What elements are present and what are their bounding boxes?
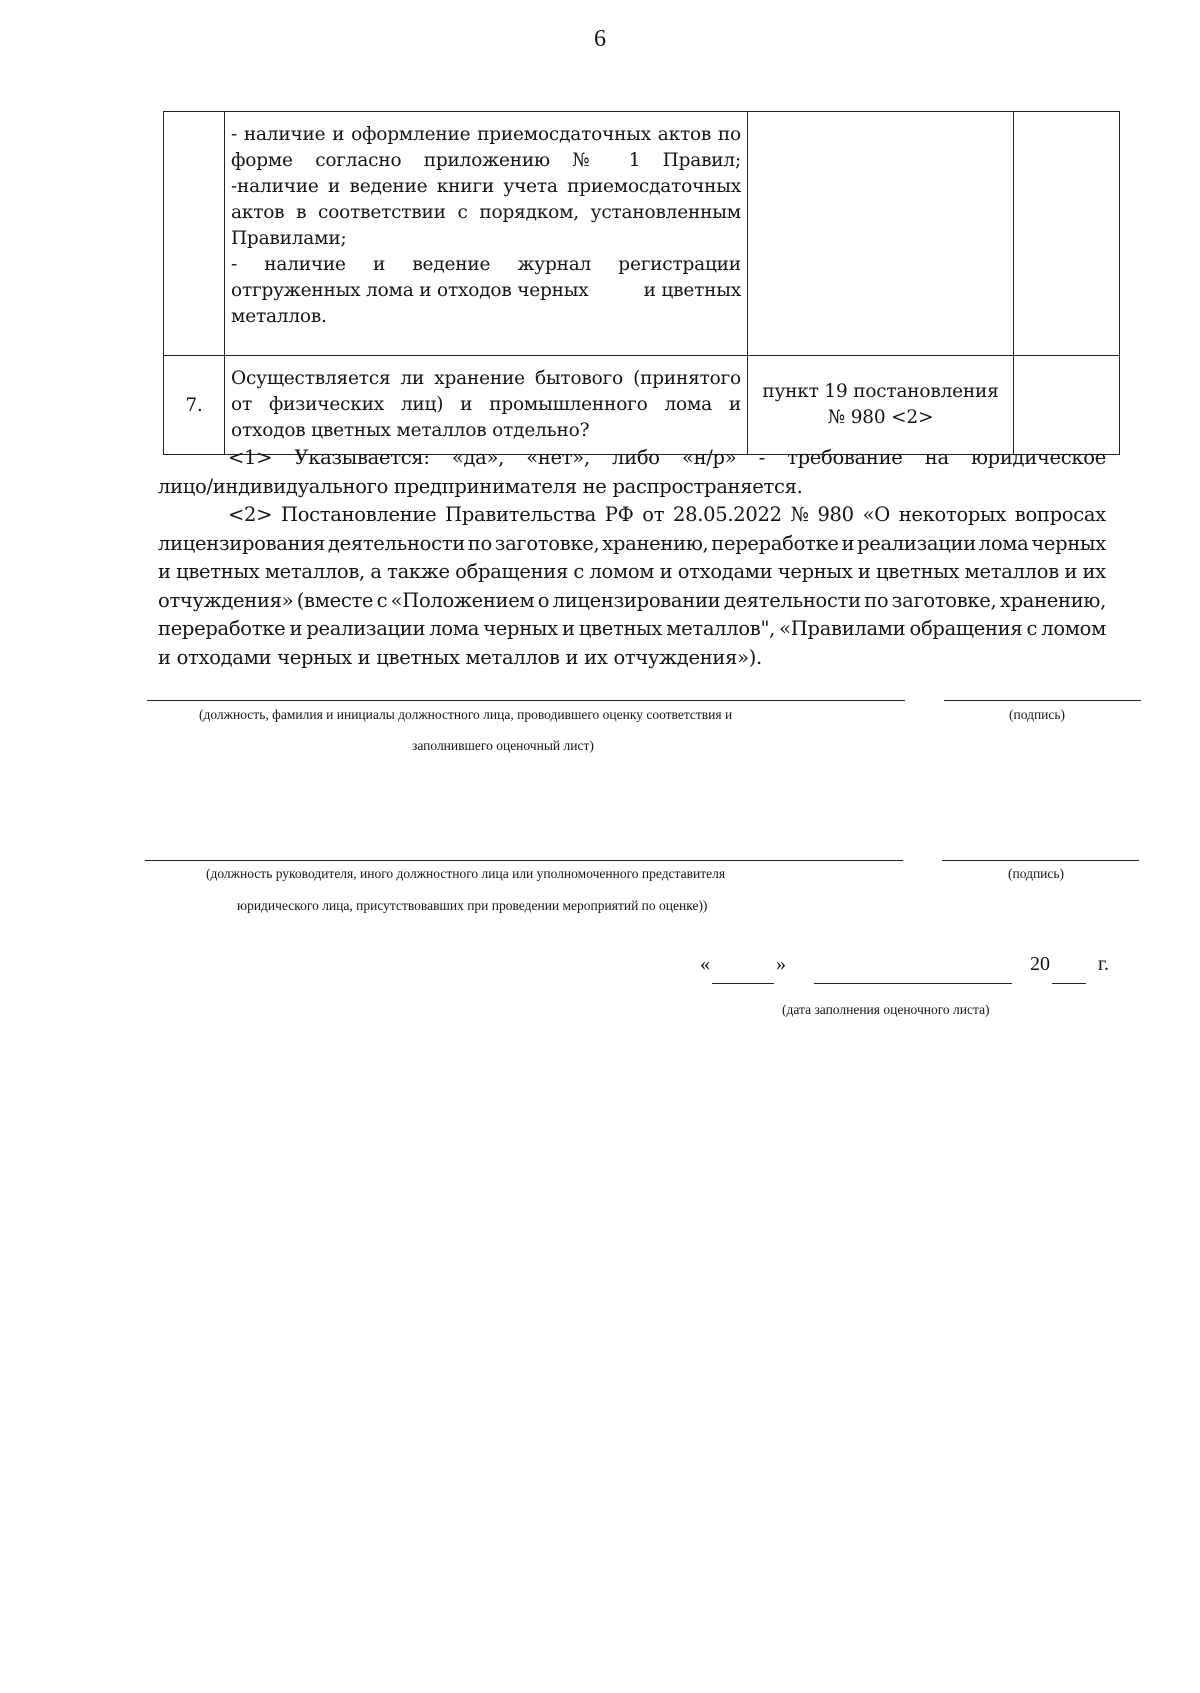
question-cell — [225, 356, 748, 455]
word: цветных — [875, 560, 960, 583]
word: и — [857, 560, 871, 583]
year-prefix: 20 — [1030, 953, 1050, 975]
footnote-2 — [158, 501, 1106, 672]
signature-line — [942, 860, 1139, 861]
word: Правилами; — [231, 228, 347, 249]
word: и — [373, 254, 386, 275]
word: и — [460, 394, 473, 415]
word: а — [370, 560, 382, 583]
word: лома — [664, 394, 712, 415]
question-line — [231, 418, 741, 444]
word: <1> — [228, 446, 273, 469]
word: лиц) — [400, 394, 444, 415]
word: лома — [429, 617, 480, 640]
word: хранению, — [999, 588, 1106, 612]
word: (вместе — [296, 588, 374, 612]
word: - — [231, 254, 238, 275]
question-text — [231, 122, 741, 330]
word: и — [728, 394, 741, 415]
word: 28.05.2022 — [673, 503, 782, 526]
word: и — [561, 617, 575, 640]
question-line — [231, 174, 741, 200]
word: юридическое — [971, 446, 1106, 469]
word: некоторых — [898, 503, 1006, 526]
word: установленным — [590, 202, 741, 223]
question-text — [231, 366, 741, 444]
question-line — [231, 122, 741, 148]
word: лома — [978, 531, 1029, 555]
word: заготовке, — [494, 531, 600, 555]
word: отгруженных лома и отходов черных — [231, 280, 589, 301]
word: Осуществляется ли хранение бытового (принятого — [231, 368, 741, 389]
word: «нет», — [526, 446, 590, 469]
word: обращения — [909, 617, 1023, 640]
word: по — [467, 531, 492, 555]
word: черных — [777, 560, 853, 583]
day-line — [712, 983, 774, 984]
date-caption: (дата заполнения оценочного листа) — [782, 1002, 990, 1017]
word: <2> — [228, 503, 273, 526]
word: - — [758, 446, 765, 469]
question-line — [231, 226, 741, 252]
word: заготовке, — [891, 588, 997, 612]
signature-caption: (подпись) — [1008, 866, 1065, 881]
norm-reference-line: № 980 <2> — [827, 407, 934, 428]
word: Указывается: — [294, 446, 430, 469]
word: и — [158, 560, 171, 583]
word: 980 — [817, 503, 854, 526]
representative-caption: юридического лица, присутствовавших при проведении мероприятий по оценке)) — [237, 898, 708, 913]
question-line — [231, 366, 741, 392]
official-signature-line — [147, 700, 905, 701]
word: и — [1064, 560, 1078, 583]
answer-cell — [1014, 112, 1120, 356]
footnote-1-line — [158, 444, 1106, 473]
word: переработке — [711, 531, 839, 555]
question-cell — [225, 112, 748, 356]
word: от — [642, 503, 665, 526]
word: деятельности — [723, 588, 861, 612]
footnote-2-line — [158, 615, 1106, 644]
word: реализации — [306, 617, 426, 640]
word: деятельности — [327, 531, 465, 555]
word: Правительства — [445, 503, 596, 526]
representative-signature-line — [145, 860, 903, 861]
word: соответствии — [318, 202, 446, 223]
word: на — [924, 446, 949, 469]
footnote-1 — [158, 444, 1106, 501]
assessment-table — [163, 111, 1120, 455]
word: и — [659, 560, 673, 583]
question-line — [231, 392, 741, 418]
word: физических — [268, 394, 384, 415]
row-number-cell — [164, 112, 225, 356]
footnote-2-line — [158, 558, 1106, 587]
word: «О — [862, 503, 890, 526]
date-close-quote: » — [776, 953, 786, 975]
word: реализации — [857, 531, 976, 555]
word: с — [376, 588, 388, 612]
official-caption: (должность, фамилия и инициалы должностного лица, проводившего оценку соответствия и — [199, 707, 733, 722]
word: металлов — [964, 560, 1059, 583]
word: их — [1082, 560, 1106, 583]
word: -наличие и ведение книги учета приемосдаточных — [231, 176, 741, 197]
question-line — [231, 148, 741, 174]
table-row — [164, 112, 1120, 356]
footnote-2-line — [158, 587, 1106, 616]
row-number-cell: 7. — [164, 356, 225, 455]
word: либо — [612, 446, 660, 469]
word: журнал — [517, 254, 592, 275]
word: форме согласно приложению № 1 Правил; — [231, 150, 741, 171]
footnote-1-line — [158, 473, 1106, 502]
word: «да», — [451, 446, 505, 469]
question-line — [231, 278, 741, 304]
word: отходами — [677, 560, 773, 583]
word: цветных — [578, 617, 663, 640]
word: хранению, — [602, 531, 709, 555]
footnote-2-line — [158, 501, 1106, 530]
word: в — [296, 202, 307, 223]
word: требование — [787, 446, 903, 469]
question-line — [231, 252, 741, 278]
question-line — [231, 200, 741, 226]
word: и отходами черных и цветных металлов и их отчуждения»). — [158, 645, 762, 669]
word: лицо/индивидуального предпринимателя не распространяется. — [158, 474, 803, 498]
word: вопросах — [1014, 503, 1106, 526]
word: также — [387, 560, 450, 583]
word: о — [537, 588, 550, 612]
representative-caption: (должность руководителя, иного должностного лица или уполномоченного представителя — [206, 866, 726, 881]
word: металлов, — [264, 560, 365, 583]
norm-reference-line: пункт 19 постановления — [762, 381, 999, 402]
month-line — [814, 983, 1012, 984]
word: Постановление — [280, 503, 437, 526]
word: с — [1026, 617, 1038, 640]
word: ведение — [412, 254, 491, 275]
norm-cell — [748, 112, 1014, 356]
footnotes — [158, 444, 1106, 672]
footnote-2-line — [158, 644, 1106, 673]
word: «Положением — [390, 588, 535, 612]
word: с — [573, 560, 585, 583]
word: отходов цветных металлов отдельно? — [231, 420, 590, 441]
word: лицензирования — [158, 531, 326, 555]
word: ломом — [1041, 617, 1106, 640]
word: обращения — [455, 560, 568, 583]
answer-cell — [1014, 356, 1120, 455]
official-caption: заполнившего оценочный лист) — [412, 738, 594, 753]
norm-cell — [748, 356, 1014, 455]
word: «Правилами — [779, 617, 906, 640]
word: промышленного — [489, 394, 648, 415]
year-line — [1052, 983, 1086, 984]
word: лицензировании — [552, 588, 721, 612]
word: и — [841, 531, 855, 555]
word: актов — [231, 202, 285, 223]
page-number: 6 — [594, 26, 606, 52]
word: «н/р» — [681, 446, 737, 469]
word: и цветных — [643, 280, 741, 301]
signature-caption: (подпись) — [1009, 707, 1066, 722]
word: переработке — [158, 617, 286, 640]
word: черных — [1031, 531, 1106, 555]
word: черных — [483, 617, 558, 640]
date-open-quote: « — [700, 953, 710, 975]
word: - наличие и оформление приемосдаточных актов по — [231, 124, 741, 145]
footnote-2-line — [158, 530, 1106, 559]
word: № — [790, 503, 809, 526]
word: с — [457, 202, 468, 223]
word: регистрации — [618, 254, 741, 275]
word: порядком, — [479, 202, 579, 223]
word: от — [231, 394, 252, 415]
word: и — [289, 617, 303, 640]
word: наличие — [264, 254, 346, 275]
word: металлов", — [666, 617, 776, 640]
word: отчуждения» — [158, 588, 294, 612]
question-line — [231, 304, 741, 330]
table-row — [164, 356, 1120, 455]
word: цветных — [176, 560, 260, 583]
word: металлов. — [231, 306, 327, 327]
word: РФ — [604, 503, 634, 526]
word: ломом — [589, 560, 655, 583]
word: по — [864, 588, 889, 612]
year-suffix: г. — [1098, 953, 1109, 975]
signature-line — [944, 700, 1141, 701]
